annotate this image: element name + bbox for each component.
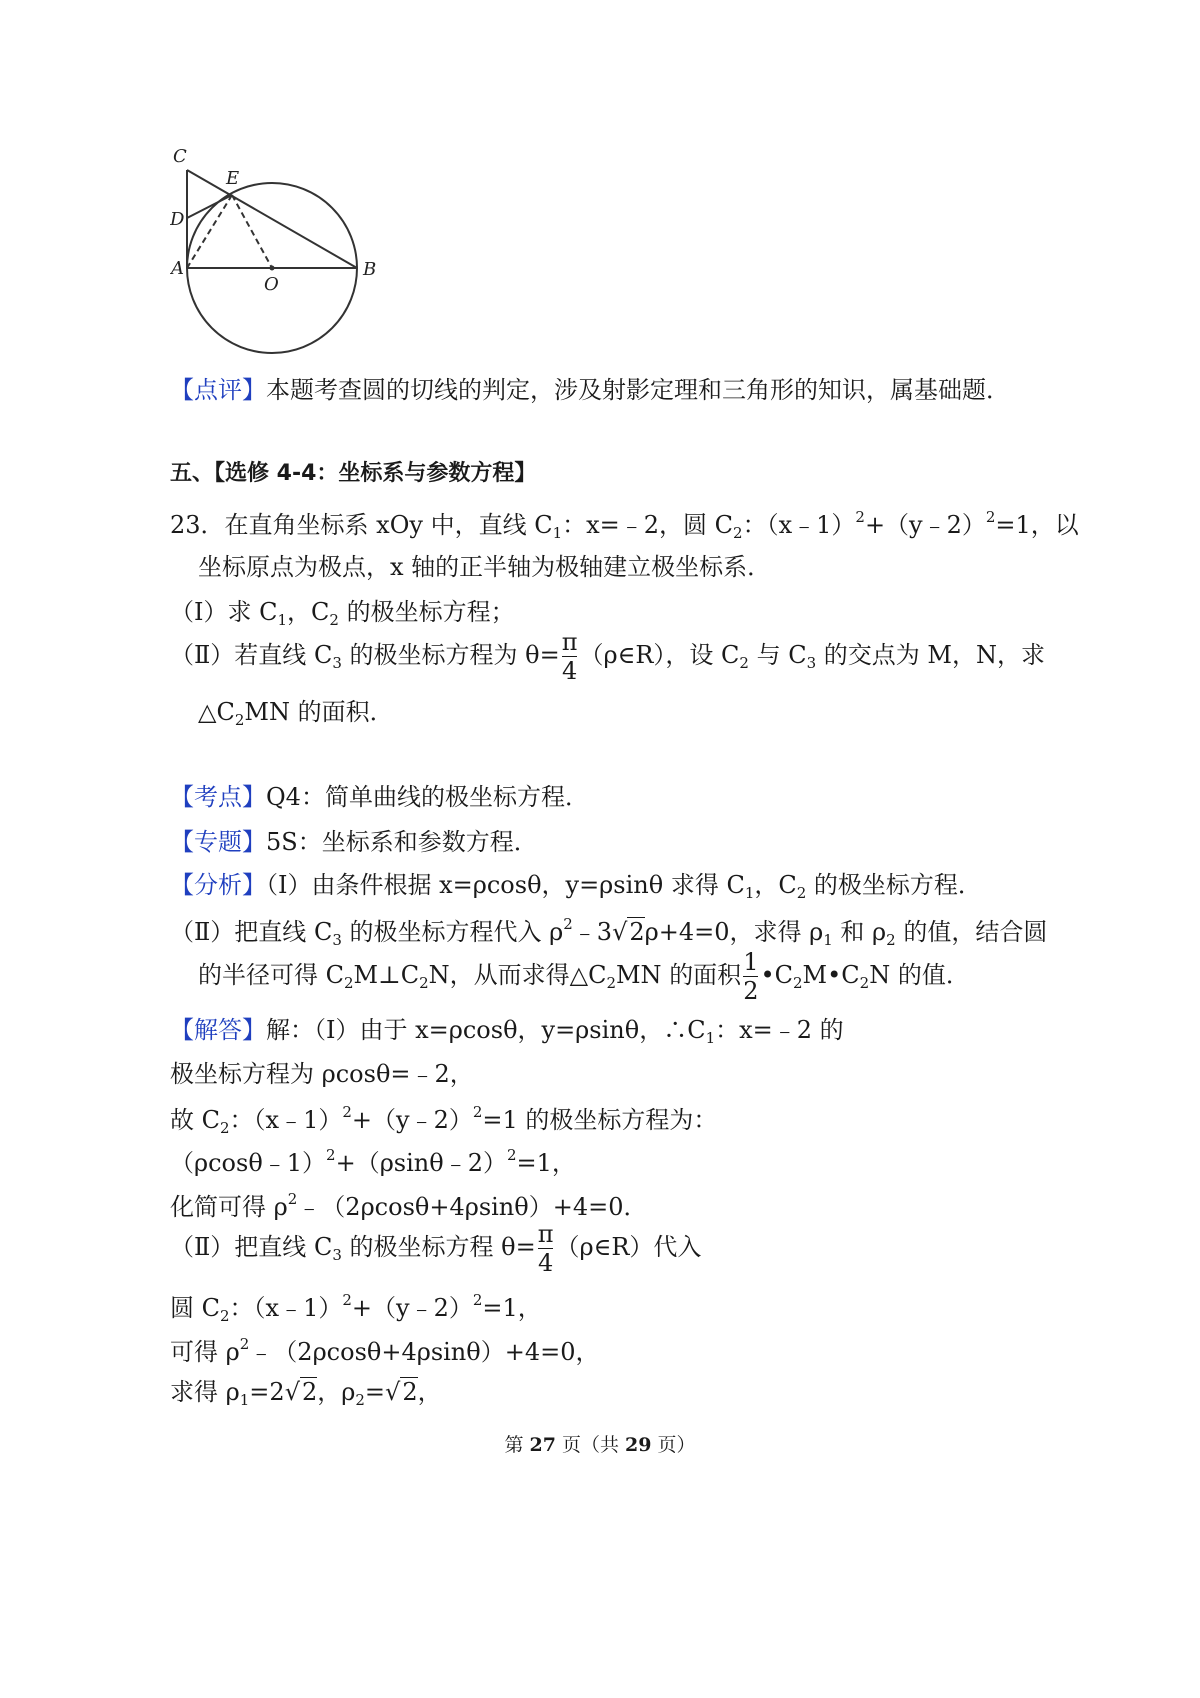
jieda-line2: 极坐标方程为 ρcosθ=﹣2， — [170, 1060, 474, 1088]
label-o: O — [264, 274, 279, 295]
fenxi-line3: 的半径可得 $C_2M\perp C_2N$，从而求得$\triangle C_2MN$ 的面积 $\frac{1}{2}$ $•C_2M•C_2N$ 的值． — [198, 948, 970, 1005]
current-page: 27 — [529, 1434, 556, 1456]
fenxi-line1: 【分析】（Ⅰ）由条件根据 x=ρcosθ，y=ρsinθ 求得 $C_1$，$C_2$ 的极坐标方程． — [170, 871, 982, 902]
zhuanti-line: 【专题】5S：坐标系和参数方程． — [170, 828, 538, 856]
fenxi-tag: 【分析】 — [170, 871, 266, 899]
pi-over-4-fraction-2: $\frac{\pi}{4}$ — [537, 1220, 554, 1277]
q23-number: 23． — [170, 511, 225, 539]
jieda-line5: 化简可得 $\rho^2﹣(2\rho\cos\theta+4\rho\sin\theta)+4=0$． — [170, 1190, 648, 1221]
label-b: B — [363, 259, 377, 280]
jieda-line7: 圆 $C_2$：（x﹣1）$^2$+（y﹣2）$^2$=1， — [170, 1291, 542, 1325]
section-title: 五、【选修 4-4：坐标系与参数方程】 — [170, 461, 537, 486]
dianping-text: 本题考查圆的切线的判定，涉及射影定理和三角形的知识，属基础题． — [266, 376, 1010, 404]
label-d: D — [170, 209, 185, 230]
jieda-line3: 故 $C_2$：（x﹣1）$^2$+（y﹣2）$^2$=1 的极坐标方程为： — [170, 1103, 718, 1137]
total-pages: 29 — [625, 1434, 652, 1456]
jieda-line4: （ρcosθ﹣1）$^2$+（ρsinθ﹣2）$^2$=1， — [170, 1146, 576, 1177]
q23-line2: 坐标原点为极点，x 轴的正半轴为极轴建立极坐标系． — [198, 553, 772, 581]
point-o — [270, 266, 275, 271]
fenxi-line2: （Ⅱ）把直线 $C_3$ 的极坐标方程代入 $\rho^2﹣3√2\rho+4=0$，求得 $\rho_1$ 和 $\rho_2$ 的值，结合圆 — [170, 915, 1048, 949]
q23-part1: （Ⅰ）求 $C_1$，$C_2$ 的极坐标方程； — [170, 598, 515, 629]
segment-eo-dashed — [232, 195, 272, 268]
q23-line1: 23．在直角坐标系 xOy 中，直线 $C_1$：x=﹣2，圆 $C_2$：（x﹣1）$^2$+（y﹣2）$^2$=1，以 — [170, 508, 1079, 542]
label-a: A — [171, 258, 184, 279]
segment-cb — [187, 170, 357, 268]
label-c: C — [173, 146, 187, 167]
jieda-line1: 【解答】解：（Ⅰ）由于 x=ρcosθ，y=ρsinθ，$\therefore C_1$：x=﹣2 的 — [170, 1016, 844, 1047]
jieda-line6: （Ⅱ）把直线 $C_3$ 的极坐标方程 θ= $\frac{\pi}{4}$ （ρ∈R）代入 — [170, 1220, 702, 1277]
q23-part2: （Ⅱ）若直线 $C_3$ 的极坐标方程为 θ= $\frac{\pi}{4}$ （ρ∈R），设 $C_2$ 与 $C_3$ 的交点为 M，N，求 — [170, 628, 1045, 685]
dianping-line — [170, 378, 1010, 402]
dianping-tag: 【点评】 — [170, 376, 266, 404]
jieda-line9: 求得 $\rho_1=2√2$，$\rho_2=√2$， — [170, 1378, 442, 1409]
kaodian-tag: 【考点】 — [170, 783, 266, 811]
label-e: E — [226, 168, 240, 189]
pi-over-4-fraction: $\frac{\pi}{4}$ — [561, 628, 578, 685]
one-half-fraction: $\frac{1}{2}$ — [743, 948, 759, 1005]
jieda-line8: 可得 $\rho^2﹣(2\rho\cos\theta+4\rho\sin\theta)+4=0$， — [170, 1335, 600, 1366]
page-footer: 第 27 页（共 29 页） — [504, 1434, 696, 1456]
jieda-tag: 【解答】 — [170, 1016, 266, 1044]
kaodian-line: 【考点】Q4：简单曲线的极坐标方程． — [170, 783, 589, 811]
q23-part2-line2: $\triangle C_2MN$ 的面积． — [198, 698, 394, 729]
zhuanti-tag: 【专题】 — [170, 828, 266, 856]
geometry-figure — [170, 140, 410, 400]
sqrt-2: √2 — [612, 918, 645, 946]
sqrt-2-c: √2 — [385, 1378, 418, 1406]
sqrt-2-b: √2 — [284, 1378, 318, 1406]
